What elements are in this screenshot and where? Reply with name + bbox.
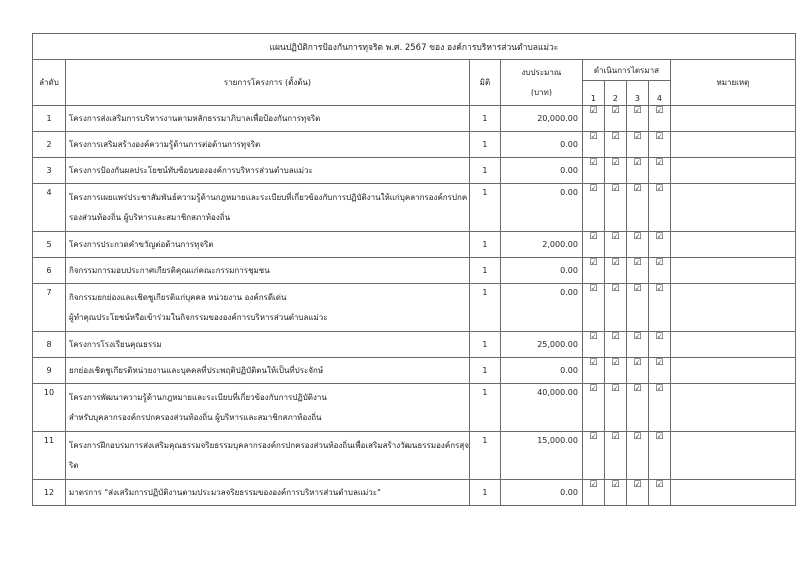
quarter-3-check-icon: ☑ [626,258,648,284]
remark-cell [670,132,795,158]
remark-cell [670,384,795,432]
header-q3: 3 [626,81,648,106]
row-number: 10 [33,384,66,432]
project-name [66,232,470,258]
quarter-1-check-icon: ☑ [582,232,604,258]
header-q4: 4 [648,81,670,106]
quarter-4-check-icon: ☑ [648,184,670,232]
budget-value: 40,000.00 [500,384,582,432]
remark-cell [670,232,795,258]
quarter-1-check-icon: ☑ [582,284,604,332]
quarter-1-check-icon: ☑ [582,432,604,480]
dimension-value: 1 [469,158,500,184]
project-name-line: โครงการเผยแพร่ประชาสัมพันธ์ความรู้ด้านกฎหมายและระเบียบที่เกี่ยวข้องกับการปฏิบัติงานให้แก่บุคลากรองค์กรปกค [69,192,468,202]
quarter-3-check-icon: ☑ [626,232,648,258]
project-name-line: รองส่วนท้องถิ่น ผู้บริหารและสมาชิกสภาท้องถิ่น [69,212,231,222]
row-number: 8 [33,332,66,358]
project-name [66,258,470,284]
row-number: 4 [33,184,66,232]
document-title: แผนปฏิบัติการป้องกันการทุจริต พ.ศ. 2567 ของ องค์การบริหารส่วนตำบลแม่วะ [33,34,796,60]
budget-value: 0.00 [500,284,582,332]
quarter-4-check-icon: ☑ [648,132,670,158]
quarter-4-check-icon: ☑ [648,232,670,258]
row-number: 5 [33,232,66,258]
remark-cell [670,432,795,480]
quarter-2-check-icon: ☑ [604,158,626,184]
project-name-line: ยกย่องเชิดชูเกียรติหน่วยงานและบุคคลที่ประพฤติปฏิบัติตนให้เป็นที่ประจักษ์ [69,366,324,375]
quarter-3-check-icon: ☑ [626,184,648,232]
row-number: 12 [33,480,66,506]
row-number: 9 [33,358,66,384]
row-number: 6 [33,258,66,284]
project-name [66,480,470,506]
header-remark: หมายเหตุ [670,60,795,106]
quarter-4-check-icon: ☑ [648,332,670,358]
quarter-2-check-icon: ☑ [604,384,626,432]
project-name-line: โครงการโรงเรียนคุณธรรม [69,340,162,349]
dimension-value: 1 [469,184,500,232]
budget-value: 25,000.00 [500,332,582,358]
header-budget-line2: (บาท) [530,87,552,97]
remark-cell [670,184,795,232]
project-name-line: ผู้ทำคุณประโยชน์หรือเข้าร่วมในกิจกรรมขององค์การบริหารส่วนตำบลแม่วะ [69,312,328,322]
quarter-4-check-icon: ☑ [648,106,670,132]
budget-value: 0.00 [500,258,582,284]
dimension-value: 1 [469,480,500,506]
header-q1: 1 [582,81,604,106]
quarter-2-check-icon: ☑ [604,284,626,332]
quarter-3-check-icon: ☑ [626,480,648,506]
quarter-3-check-icon: ☑ [626,332,648,358]
remark-cell [670,158,795,184]
project-name-line: กิจกรรมการมอบประกาศเกียรติคุณแก่คณะกรรมการชุมชน [69,266,270,275]
quarter-3-check-icon: ☑ [626,132,648,158]
table-row [33,480,796,506]
table-row [33,132,796,158]
table-row [33,258,796,284]
project-name-line: โครงการพัฒนาความรู้ด้านกฎหมายและระเบียบที่เกี่ยวข้องกับการปฏิบัติงาน [69,392,327,402]
quarter-2-check-icon: ☑ [604,132,626,158]
quarter-1-check-icon: ☑ [582,132,604,158]
quarter-3-check-icon: ☑ [626,158,648,184]
quarter-3-check-icon: ☑ [626,284,648,332]
quarter-2-check-icon: ☑ [604,232,626,258]
quarter-3-check-icon: ☑ [626,358,648,384]
project-name-line: กิจกรรมยกย่องและเชิดชูเกียรติแก่บุคคล หน่วยงาน องค์กรดีเด่น [69,292,287,302]
header-budget [500,60,582,106]
quarter-1-check-icon: ☑ [582,384,604,432]
budget-value: 20,000.00 [500,106,582,132]
remark-cell [670,332,795,358]
dimension-value: 1 [469,258,500,284]
remark-cell [670,106,795,132]
dimension-value: 1 [469,232,500,258]
row-number: 2 [33,132,66,158]
quarter-3-check-icon: ☑ [626,384,648,432]
remark-cell [670,284,795,332]
header-project-name: รายการโครงการ (ตั้งต้น) [66,60,470,106]
table-row [33,184,796,232]
header-q2: 2 [604,81,626,106]
budget-value: 0.00 [500,158,582,184]
project-name-line: สำหรับบุคลากรองค์กรปกครองส่วนท้องถิ่น ผู้บริหารและสมาชิกสภาท้องถิ่น [69,412,322,422]
budget-value: 0.00 [500,132,582,158]
quarter-4-check-icon: ☑ [648,158,670,184]
quarter-2-check-icon: ☑ [604,432,626,480]
quarter-4-check-icon: ☑ [648,284,670,332]
budget-value: 0.00 [500,184,582,232]
row-number: 7 [33,284,66,332]
table-row [33,106,796,132]
quarter-2-check-icon: ☑ [604,184,626,232]
quarter-1-check-icon: ☑ [582,332,604,358]
project-name [66,284,470,332]
table-row [33,332,796,358]
budget-value: 0.00 [500,358,582,384]
header-quarter: ดำเนินการไตรมาส [582,60,670,81]
header-no: ลำดับ [33,60,66,106]
quarter-1-check-icon: ☑ [582,480,604,506]
table-row [33,358,796,384]
project-name-line: มาตรการ "ส่งเสริมการปฏิบัติงานตามประมวลจริยธรรมขององค์การบริหารส่วนตำบลแม่วะ" [69,488,381,497]
project-name-line: ริต [69,460,79,470]
project-name [66,158,470,184]
dimension-value: 1 [469,132,500,158]
table-row [33,158,796,184]
dimension-value: 1 [469,432,500,480]
row-number: 1 [33,106,66,132]
remark-cell [670,258,795,284]
quarter-4-check-icon: ☑ [648,480,670,506]
quarter-1-check-icon: ☑ [582,358,604,384]
quarter-4-check-icon: ☑ [648,258,670,284]
header-dimension: มิติ [469,60,500,106]
dimension-value: 1 [469,284,500,332]
row-number: 3 [33,158,66,184]
dimension-value: 1 [469,384,500,432]
quarter-2-check-icon: ☑ [604,106,626,132]
remark-cell [670,358,795,384]
budget-value: 0.00 [500,480,582,506]
quarter-4-check-icon: ☑ [648,358,670,384]
anti-corruption-plan-table [32,33,796,506]
row-number: 11 [33,432,66,480]
quarter-2-check-icon: ☑ [604,332,626,358]
quarter-1-check-icon: ☑ [582,106,604,132]
table-row [33,384,796,432]
quarter-2-check-icon: ☑ [604,480,626,506]
project-name-line: โครงการฝึกอบรมการส่งเสริมคุณธรรมจริยธรรมบุคลากรองค์กรปกครองส่วนท้องถิ่นเพื่อเสริมสร้างวัฒนธรรมองค์กรสุจ [69,440,469,450]
project-name [66,332,470,358]
table-row [33,284,796,332]
project-name-line: โครงการป้องกันผลประโยชน์ทับซ้อนขององค์การบริหารส่วนตำบลแม่วะ [69,166,313,175]
quarter-3-check-icon: ☑ [626,432,648,480]
dimension-value: 1 [469,332,500,358]
quarter-4-check-icon: ☑ [648,384,670,432]
project-name [66,132,470,158]
project-name [66,184,470,232]
project-name [66,384,470,432]
budget-value: 15,000.00 [500,432,582,480]
quarter-1-check-icon: ☑ [582,184,604,232]
budget-value: 2,000.00 [500,232,582,258]
table-row [33,232,796,258]
quarter-1-check-icon: ☑ [582,258,604,284]
project-name [66,432,470,480]
project-name-line: โครงการส่งเสริมการบริหารงานตามหลักธรรมาภิบาลเพื่อป้องกันการทุจริต [69,114,321,123]
dimension-value: 1 [469,106,500,132]
quarter-4-check-icon: ☑ [648,432,670,480]
project-name-line: โครงการเสริมสร้างองค์ความรู้ด้านการต่อต้านการทุจริต [69,140,261,149]
project-name-line: โครงการประกวดคำขวัญต่อต้านการทุจริต [69,240,214,249]
quarter-1-check-icon: ☑ [582,158,604,184]
project-name [66,358,470,384]
dimension-value: 1 [469,358,500,384]
header-budget-line1: งบประมาณ [521,67,562,77]
project-name [66,106,470,132]
table-row [33,432,796,480]
quarter-3-check-icon: ☑ [626,106,648,132]
quarter-2-check-icon: ☑ [604,258,626,284]
quarter-2-check-icon: ☑ [604,358,626,384]
remark-cell [670,480,795,506]
